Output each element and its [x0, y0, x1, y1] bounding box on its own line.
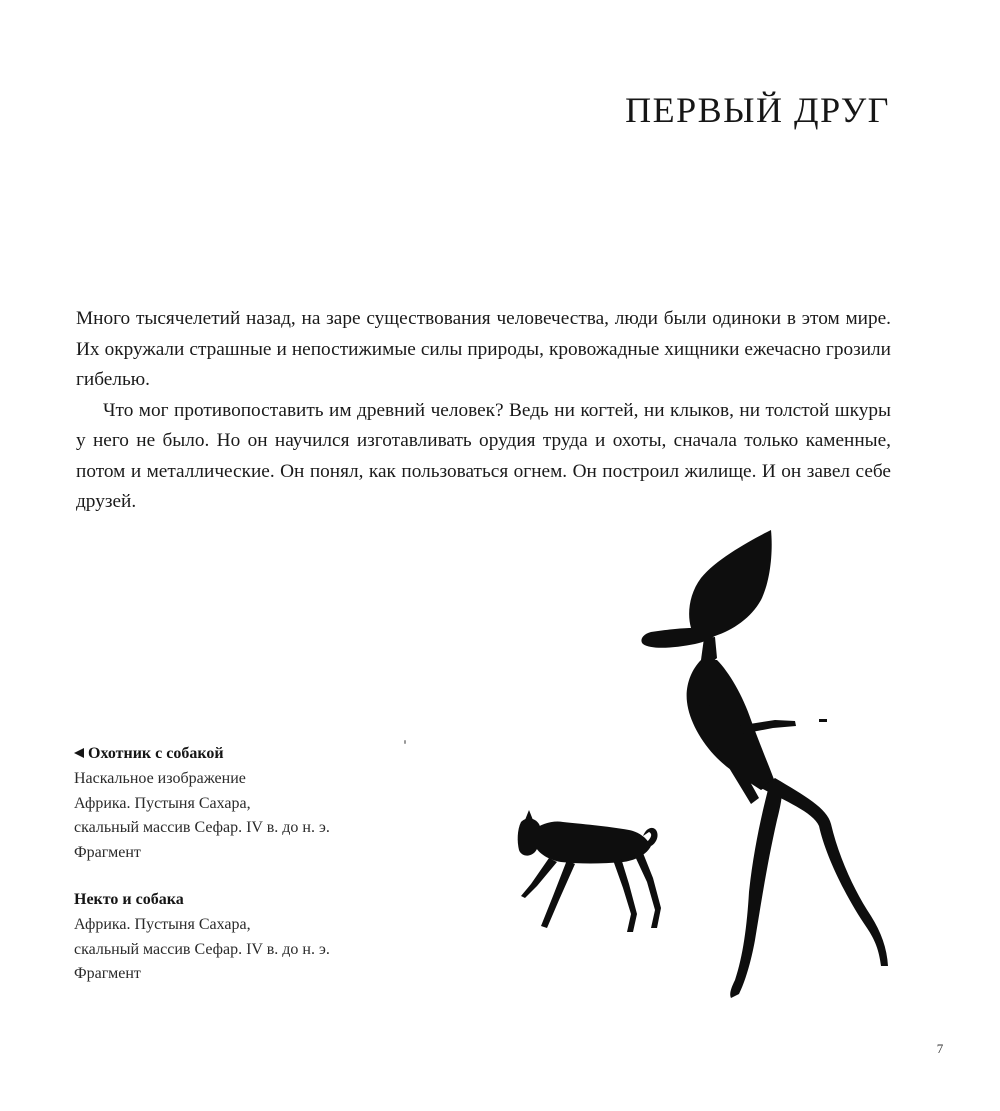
figure-arm-speck: [819, 719, 827, 722]
captions: [74, 742, 404, 1009]
caption-title-text: Охотник с собакой: [88, 745, 224, 762]
rock-painting-figures: [518, 530, 888, 998]
left-pointer-icon: [74, 748, 84, 758]
caption-line: Наскальное изображение: [74, 769, 246, 787]
dog-leg: [633, 848, 661, 928]
caption-line: Африка. Пустыня Сахара,: [74, 915, 251, 933]
body-paragraph: Что мог противопоставить им древний человек? Ведь ни когтей, ни клыков, ни толстой шкуры у него не было. Но он научился изготавливать орудия труда и охоты, сначала только каменные, потом и металлические. Он понял, как пользоваться огнем. Он построил жилище. И он завел себе друзей.: [76, 399, 891, 512]
dog-body: [533, 821, 651, 863]
dog-leg: [613, 858, 637, 932]
dog-head: [518, 818, 541, 855]
caption-line: скальный массив Сефар. IV в. до н. э.: [74, 819, 330, 837]
dog-leg: [521, 858, 557, 898]
page-number: 7: [936, 1041, 944, 1056]
caption-title: [74, 742, 404, 767]
caption-line: Африка. Пустыня Сахара,: [74, 794, 251, 812]
dog-ear: [525, 810, 533, 820]
page-title: ПЕРВЫЙ ДРУГ: [625, 90, 890, 130]
caption-line: Фрагмент: [74, 965, 141, 983]
body-text: [76, 304, 891, 518]
caption-title: Некто и собака: [74, 890, 184, 908]
caption-someone-and-dog: [74, 888, 404, 987]
rock-painting-icon: [505, 520, 905, 1010]
caption-line: Фрагмент: [74, 844, 141, 862]
body-paragraph: Много тысячелетий назад, на заре существования человечества, люди были одиноки в этом мире. Их окружали страшные и непостижимые силы природы, кровожадные хищники ежечасно грозили гибелью.: [76, 308, 891, 390]
caption-line: скальный массив Сефар. IV в. до н. э.: [74, 940, 330, 958]
figure-head: [641, 530, 771, 648]
figure-leg-back: [730, 786, 782, 998]
scan-speck: [404, 740, 406, 744]
caption-hunter-with-dog: [74, 742, 404, 866]
